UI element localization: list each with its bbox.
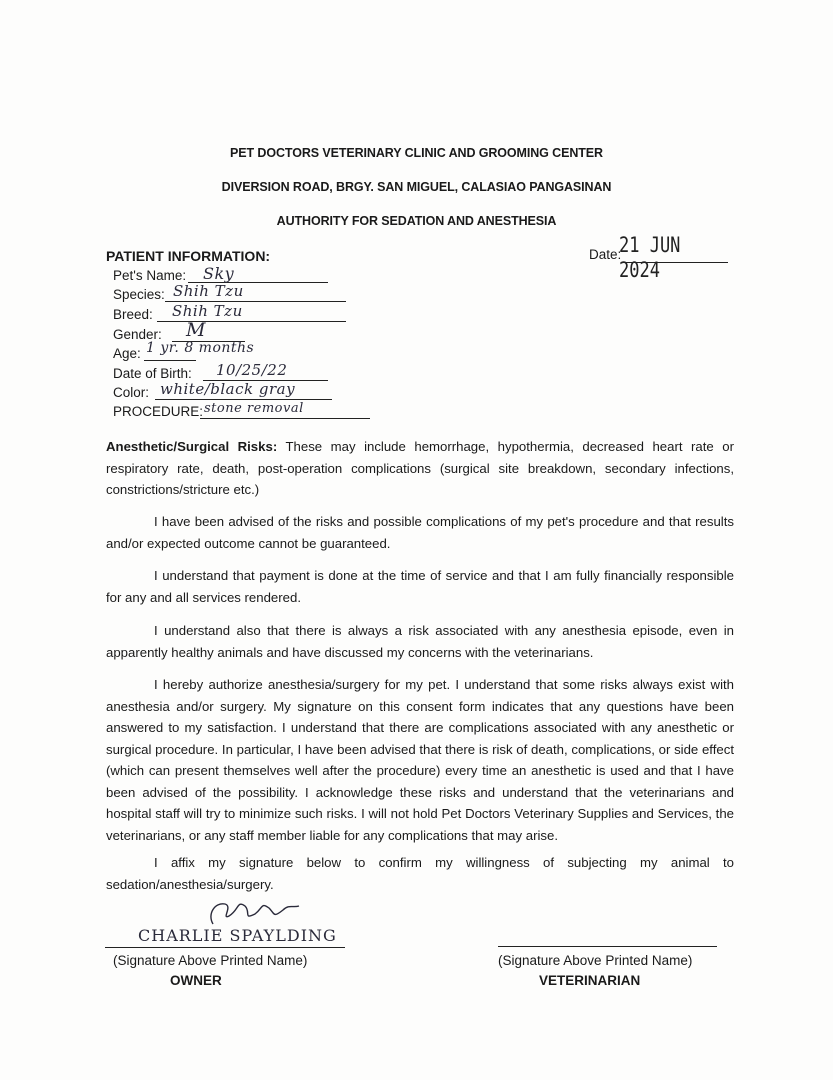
date-underline <box>622 262 728 263</box>
color-value: white/black gray <box>160 380 296 398</box>
color-field[interactable] <box>113 385 149 405</box>
patient-info-title: PATIENT INFORMATION: <box>106 248 271 264</box>
risks-text: These may include hemorrhage, hypothermia, decreased heart rate or respiratory rate, death, post-operation complications (surgical site breakdown, secondary infections, constrictions/stricture etc.) <box>106 439 734 497</box>
species-value: Shih Tzu <box>173 282 244 300</box>
paragraph-affix-signature: I affix my signature below to confirm my willingness of subjecting my animal to sedation/anesthesia/surgery. <box>106 855 734 892</box>
date-label: Date: <box>589 247 622 262</box>
age-field[interactable] <box>113 346 141 366</box>
paragraph-authorization: I hereby authorize anesthesia/surgery for my pet. I understand that some risks always exist with anesthesia and/or surgery. My signature on this consent form indicates that any questions have been answered to my satisfaction. I understand that there are complications associated with any anesthetic or surgical procedure. In particular, I have been advised that there is risk of death, complications, or side effect (which can present themselves well after the procedure) every time an anesthetic is used and that I have been advised of the possibility. I acknowledge these risks and understand that the veterinarians and hospital staff will try to minimize such risks. I will not hold Pet Doctors Veterinary Supplies and Services, the veterinarians, or any staff member liable for any complications that may arise. <box>106 677 734 843</box>
risks-paragraph <box>106 436 734 501</box>
age-underline <box>144 360 196 361</box>
date-field[interactable] <box>589 233 729 283</box>
breed-value: Shih Tzu <box>172 302 243 320</box>
owner-role: OWNER <box>170 973 222 988</box>
owner-signature-line <box>105 947 345 948</box>
procedure-label: PROCEDURE: <box>113 404 204 419</box>
veterinarian-signature-line[interactable] <box>498 946 717 947</box>
date-stamp: 21 JUN 2024 <box>619 233 681 283</box>
dob-label: Date of Birth: <box>113 366 192 381</box>
dob-value: 10/25/22 <box>216 361 288 379</box>
pet-name-label: Pet's Name: <box>113 268 187 283</box>
procedure-value: stone removal <box>204 401 304 416</box>
clinic-address: DIVERSION ROAD, BRGY. SAN MIGUEL, CALASIAO PANGASINAN <box>221 180 612 194</box>
procedure-underline <box>200 418 370 419</box>
procedure-field[interactable] <box>113 404 203 424</box>
veterinarian-caption: (Signature Above Printed Name) <box>498 953 693 968</box>
veterinarian-role: VETERINARIAN <box>539 973 641 988</box>
color-label: Color: <box>113 385 150 400</box>
age-value: 1 yr. 8 months <box>146 340 255 356</box>
form-title: AUTHORITY FOR SEDATION AND ANESTHESIA <box>276 214 557 228</box>
risks-label: Anesthetic/Surgical Risks: <box>106 439 278 454</box>
paragraph-payment: I understand that payment is done at the time of service and that I am fully financially responsible for any and all services rendered. <box>106 568 734 605</box>
species-field[interactable] <box>113 287 165 307</box>
breed-label: Breed: <box>113 307 153 322</box>
age-label: Age: <box>113 346 141 361</box>
color-underline <box>155 399 332 400</box>
owner-caption: (Signature Above Printed Name) <box>113 953 308 968</box>
pet-name-value: Sky <box>203 264 235 283</box>
gender-value: M <box>186 319 206 341</box>
breed-field[interactable] <box>113 307 153 327</box>
gender-label: Gender: <box>113 327 162 342</box>
owner-printed-name: CHARLIE SPAYLDING <box>138 926 337 945</box>
paragraph-anesthesia-risk: I understand also that there is always a risk associated with any anesthesia episode, even in apparently healthy animals and have discussed my concerns with the veterinarians. <box>106 623 734 660</box>
clinic-name: PET DOCTORS VETERINARY CLINIC AND GROOMING CENTER <box>230 146 603 160</box>
paragraph-advised: I have been advised of the risks and possible complications of my pet's procedure and that results and/or expected outcome cannot be guaranteed. <box>106 514 734 551</box>
species-label: Species: <box>113 287 165 302</box>
